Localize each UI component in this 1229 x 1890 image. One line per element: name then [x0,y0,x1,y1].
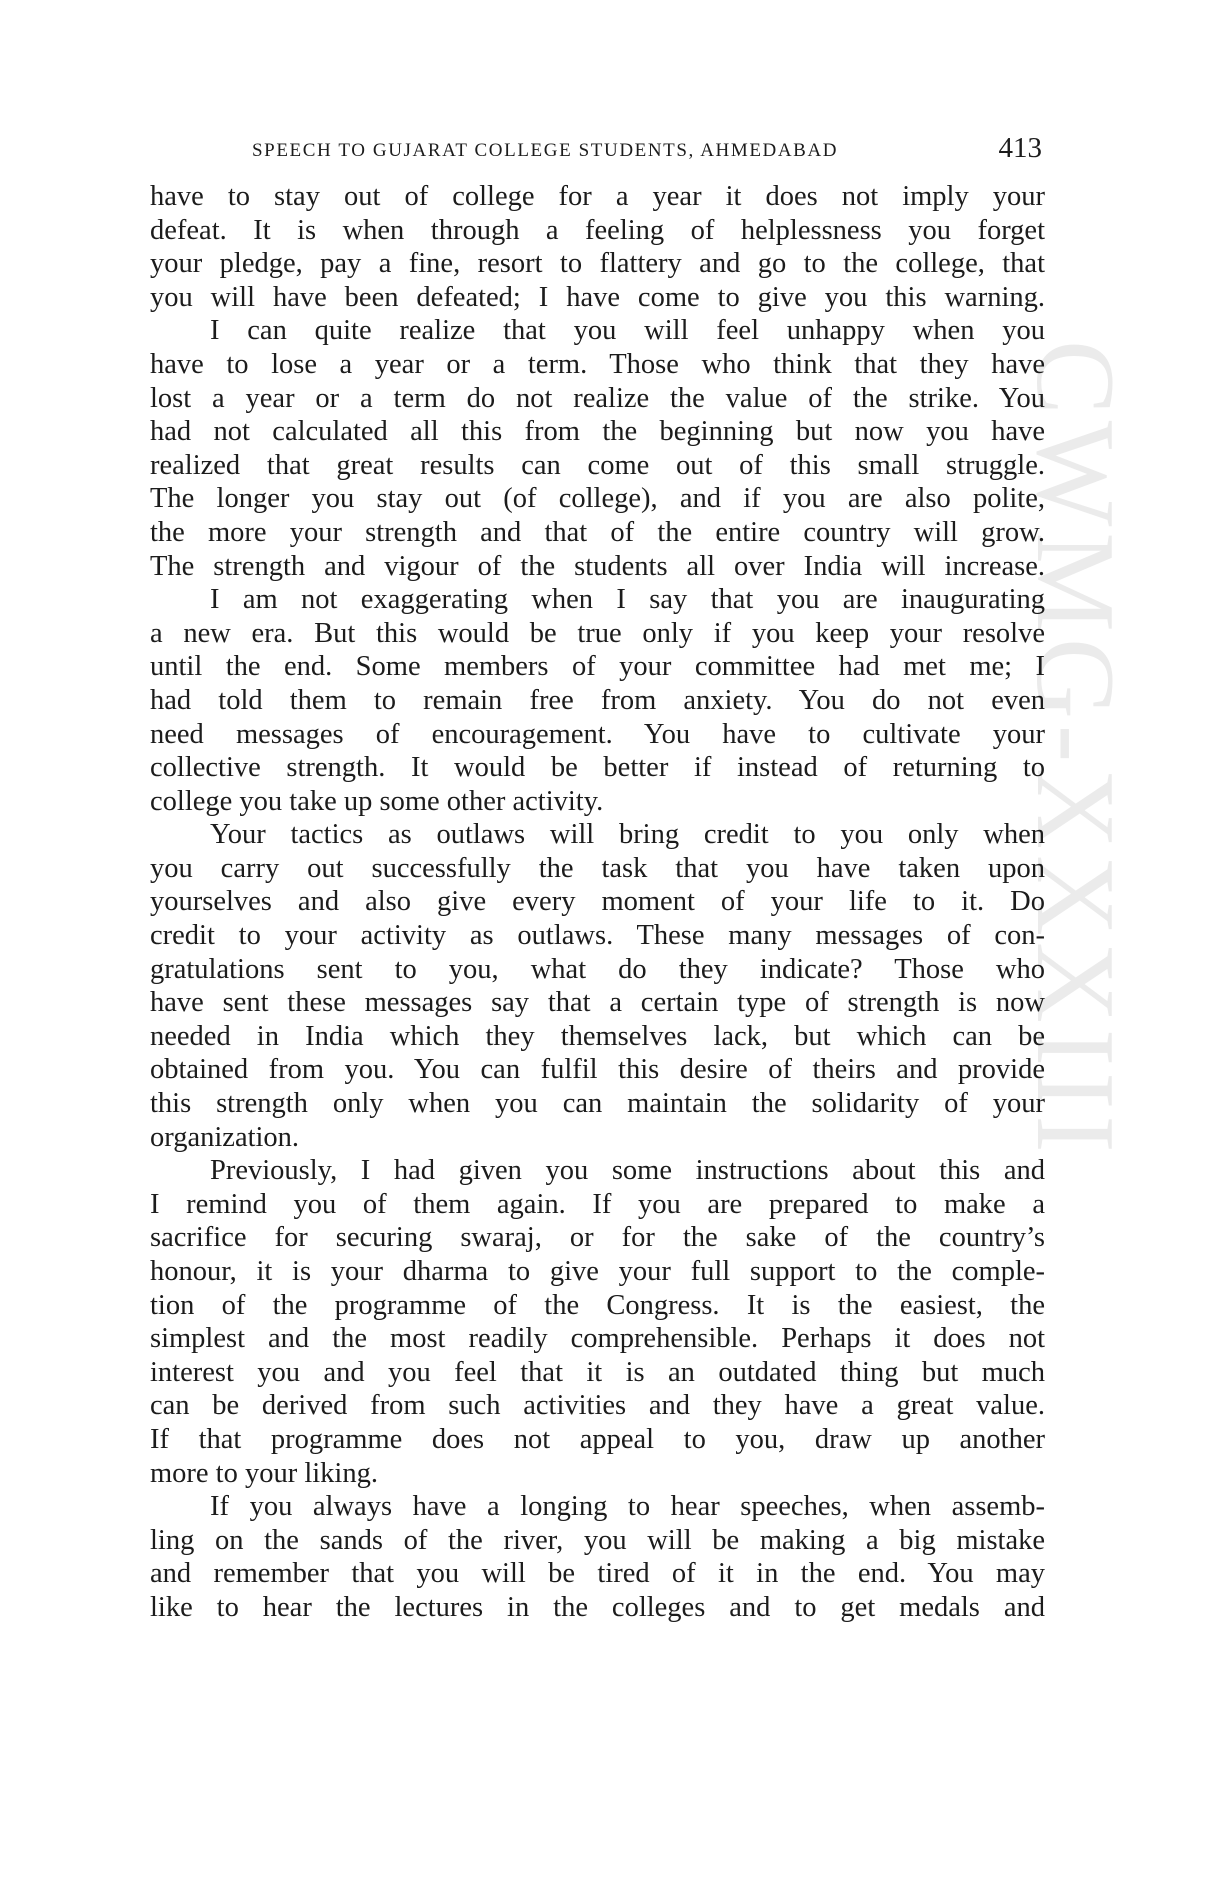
text-line: this strength only when you can maintain the solidarity of your [150,1088,1045,1120]
text-line: you will have been defeated; I have come to give you this warning. [150,281,1045,313]
text-line: If you always have a longing to hear speeches, when assemb- [210,1491,1045,1523]
text-line: interest you and you feel that it is an outdated thing but much [150,1356,1045,1388]
text-line: more to your liking. [150,1457,378,1489]
text-line: credit to your activity as outlaws. These many messages of con- [150,920,1045,952]
text-line: and remember that you will be tired of it in the end. You may [150,1558,1045,1590]
text-line: sacrifice for securing swaraj, or for the sake of the country’s [150,1222,1045,1254]
page-number: 413 [998,132,1042,164]
text-line: obtained from you. You can fulfil this desire of theirs and provide [150,1054,1045,1086]
text-line: I am not exaggerating when I say that you are inaugurating [210,584,1045,616]
text-line: I can quite realize that you will feel unhappy when you [210,315,1045,347]
watermark-text: CWMG-XXXIII [1013,340,1137,1159]
paragraph [150,583,1045,818]
text-line: can be derived from such activities and they have a great value. [150,1390,1045,1422]
text-line: If that programme does not appeal to you, draw up another [150,1423,1045,1455]
text-line: your pledge, pay a fine, resort to flattery and go to the college, that [150,248,1045,280]
text-line: had told them to remain free from anxiety. You do not even [150,684,1045,716]
text-line: need messages of encouragement. You have to cultivate your [150,718,1045,750]
paragraph [150,818,1045,1154]
watermark [1013,340,1137,1550]
paragraph [150,314,1045,583]
text-line: college you take up some other activity. [150,785,604,817]
text-line: needed in India which they themselves lack, but which can be [150,1020,1045,1052]
body-text [150,180,1045,1625]
paragraph [150,180,1045,314]
text-line: Previously, I had given you some instructions about this and [210,1155,1045,1187]
text-line: have to lose a year or a term. Those who think that they have [150,348,1045,380]
paragraph [150,1490,1045,1624]
text-line: the more your strength and that of the entire country will grow. [150,516,1045,548]
text-line: a new era. But this would be true only if you keep your resolve [150,617,1045,649]
running-head: SPEECH TO GUJARAT COLLEGE STUDENTS, AHMEDABAD [252,140,839,161]
text-line: I remind you of them again. If you are prepared to make a [150,1188,1045,1220]
text-line: Your tactics as outlaws will bring credit to you only when [210,819,1045,851]
text-line: until the end. Some members of your committee had met me; I [150,651,1045,683]
text-line: had not calculated all this from the beginning but now you have [150,416,1045,448]
paragraph [150,1154,1045,1490]
text-line: organization. [150,1121,300,1153]
text-line: The strength and vigour of the students all over India will increase. [150,550,1045,582]
text-line: you carry out successfully the task that you have taken upon [150,852,1045,884]
text-line: The longer you stay out (of college), and if you are also polite, [150,483,1045,515]
text-line: defeat. It is when through a feeling of helplessness you forget [150,214,1045,246]
text-line: have sent these messages say that a certain type of strength is now [150,987,1045,1019]
text-line: realized that great results can come out of this small struggle. [150,449,1045,481]
text-line: collective strength. It would be better if instead of returning to [150,752,1045,784]
text-line: yourselves and also give every moment of your life to it. Do [150,886,1045,918]
text-line: tion of the programme of the Congress. It is the easiest, the [150,1289,1045,1321]
text-line: honour, it is your dharma to give your full support to the comple- [150,1256,1045,1287]
text-line: have to stay out of college for a year it does not imply your [150,181,1045,212]
text-line: like to hear the lectures in the colleges and to get medals and [150,1591,1045,1623]
page-header [252,132,1042,172]
text-line: ling on the sands of the river, you will be making a big mistake [150,1524,1045,1556]
text-line: gratulations sent to you, what do they indicate? Those who [150,953,1045,985]
text-line: simplest and the most readily comprehensible. Perhaps it does not [150,1323,1045,1355]
text-line: lost a year or a term do not realize the value of the strike. You [150,382,1045,414]
